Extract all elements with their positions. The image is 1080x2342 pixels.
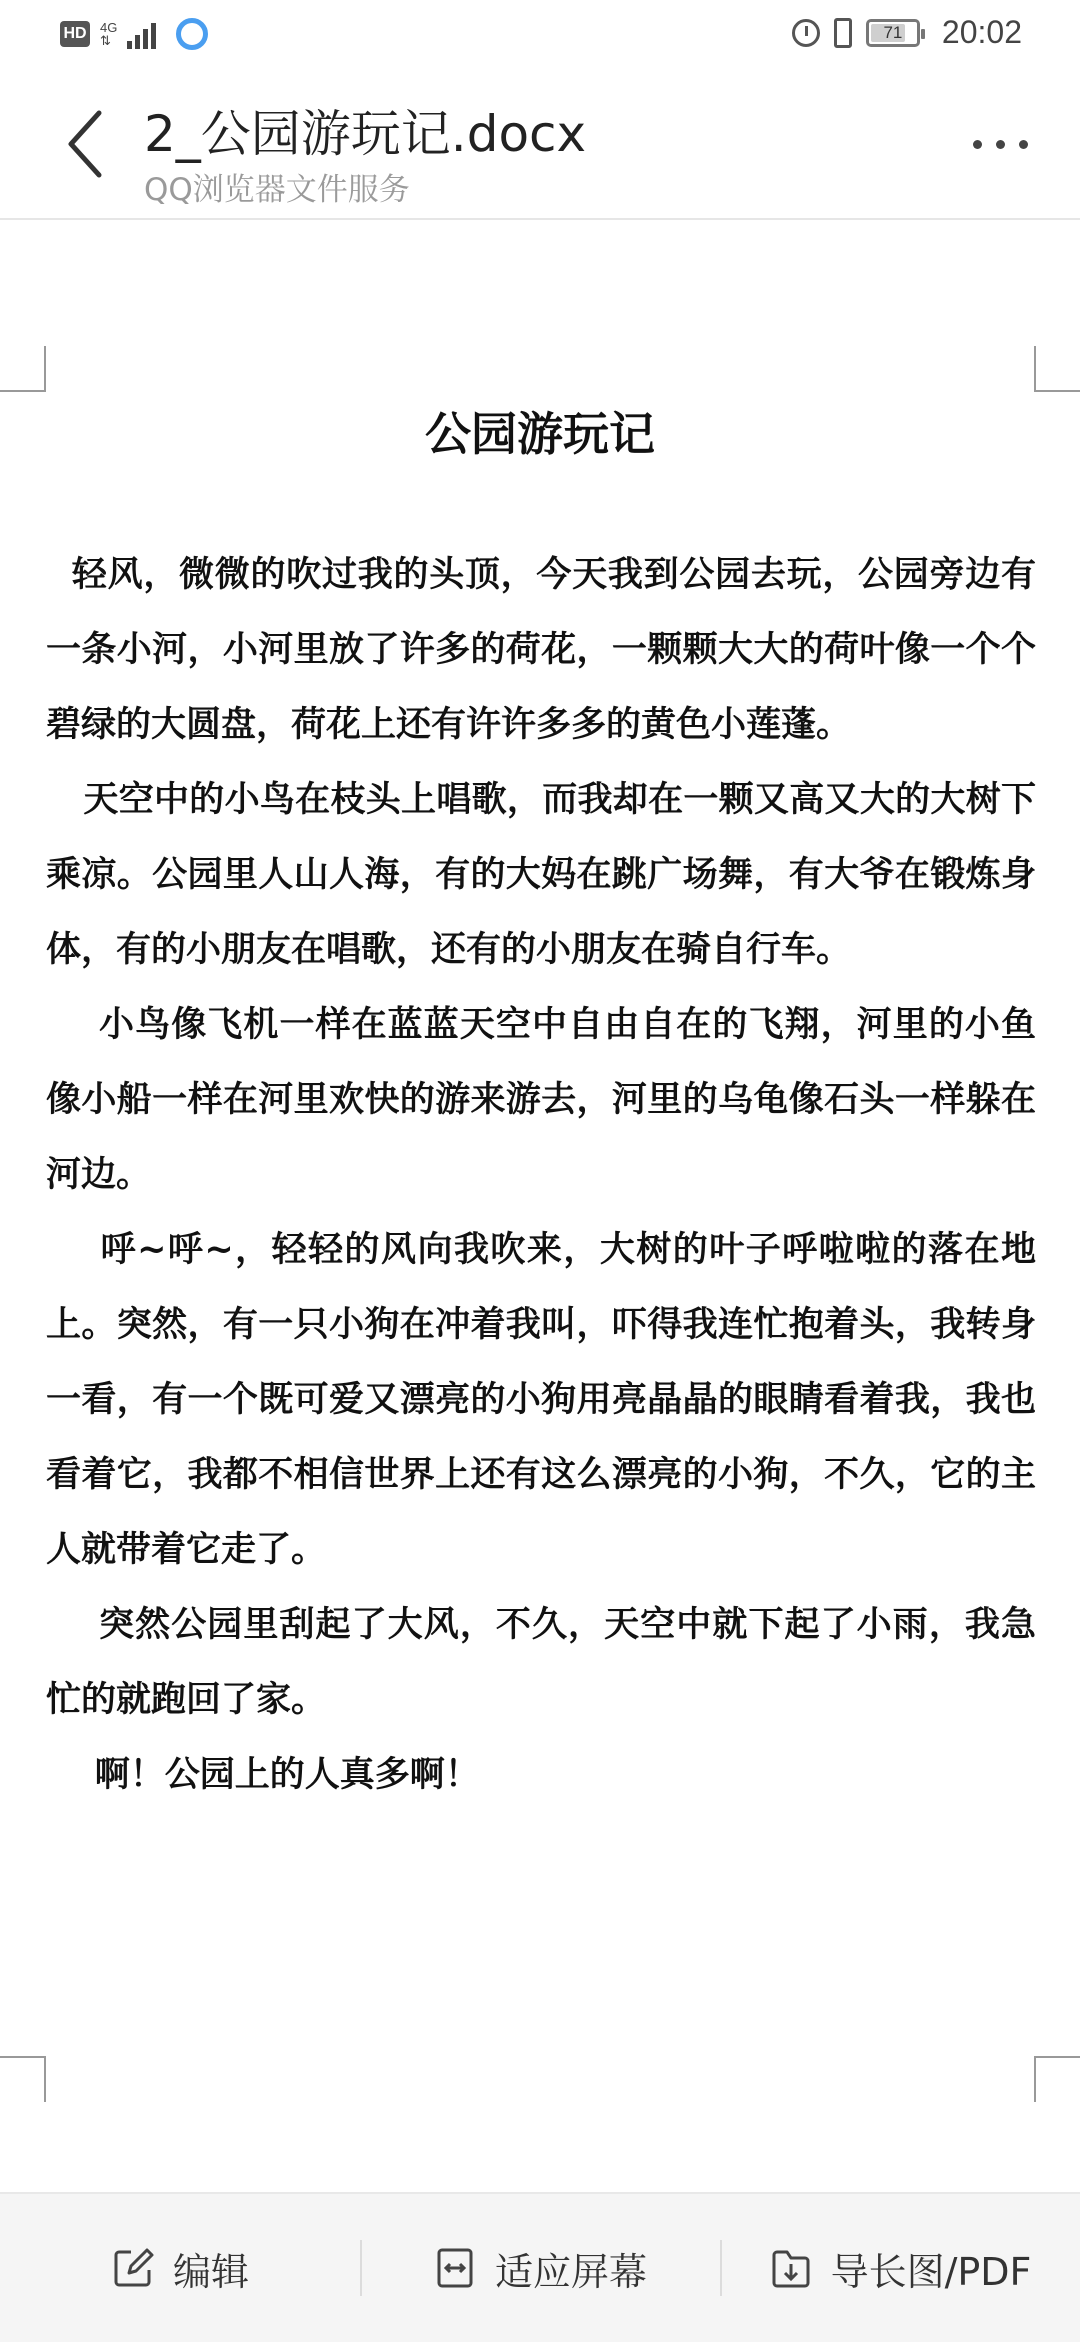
fit-screen-button[interactable] (360, 2194, 720, 2342)
status-bar (0, 0, 1080, 74)
vibrate-icon (834, 18, 852, 48)
document-heading: 公园游玩记 (425, 407, 655, 461)
export-button[interactable] (720, 2194, 1080, 2342)
document-source: QQ浏览器文件服务 (144, 172, 410, 208)
edit-label: 编辑 (172, 2249, 249, 2294)
edit-button[interactable] (0, 2194, 360, 2342)
battery-icon (866, 19, 920, 47)
paragraph: 轻风，微微的吹过我的头顶，今天我到公园去玩，公园旁边有一条小河，小河里放了许多的荷花，一颗颗大大的荷叶像一个个碧绿的大圆盘，荷花上还有许许多多的黄色小莲蓬。 (46, 555, 1036, 745)
export-label: 导长图/PDF (830, 2249, 1032, 2294)
title-bar (0, 74, 1080, 220)
page-corner-mark (1034, 346, 1080, 392)
document-body (46, 538, 1036, 1813)
paragraph: 突然公园里刮起了大风，不久，天空中就下起了小雨，我急忙的就跑回了家。 (46, 1605, 1036, 1720)
download-icon (769, 2246, 813, 2290)
back-button[interactable] (50, 104, 120, 184)
chevron-left-icon (65, 109, 105, 179)
paragraph: 小鸟像飞机一样在蓝蓝天空中自由自在的飞翔，河里的小鱼像小船一样在河里欢快的游来游去，河里的乌龟像石头一样躲在河边。 (46, 1005, 1036, 1195)
signal-icon (127, 19, 156, 49)
clock: 20:02 (941, 14, 1022, 50)
network-indicator (100, 21, 117, 47)
page-corner-mark (0, 346, 46, 392)
document-viewer[interactable] (0, 218, 1080, 2192)
document-title: 2_公园游玩记.docx (144, 105, 587, 163)
battery-level: 71 (883, 22, 903, 42)
qq-browser-icon (176, 18, 208, 50)
data-arrows-icon: ⇅ (100, 33, 111, 48)
fit-screen-label: 适应屏幕 (494, 2249, 647, 2294)
page-corner-mark (1034, 2056, 1080, 2102)
fit-screen-icon (433, 2246, 477, 2290)
page-corner-mark (0, 2056, 46, 2102)
network-type: 4G (100, 20, 118, 35)
paragraph: 啊！公园上的人真多啊！ (46, 1755, 480, 1795)
edit-icon (111, 2246, 155, 2290)
paragraph: 天空中的小鸟在枝头上唱歌，而我却在一颗又高又大的大树下乘凉。公园里人山人海，有的大妈在跳广场舞，有大爷在锻炼身体，有的小朋友在唱歌，还有的小朋友在骑自行车。 (46, 780, 1036, 970)
status-right (792, 14, 1022, 51)
hd-badge: HD (60, 21, 90, 47)
alarm-icon (792, 19, 820, 47)
more-button[interactable] (960, 114, 1040, 174)
paragraph: 呼~呼~，轻轻的风向我吹来，大树的叶子呼啦啦的落在地上。突然，有一只小狗在冲着我叫，吓得我连忙抱着头，我转身一看，有一个既可爱又漂亮的小狗用亮晶晶的眼睛看着我，我也看着它，我都不相信世界上还有这么漂亮的小狗，不久，它的主人就带着它走了。 (46, 1230, 1036, 1570)
status-left (60, 18, 208, 50)
more-dots-icon (973, 140, 982, 149)
bottom-toolbar (0, 2192, 1080, 2342)
